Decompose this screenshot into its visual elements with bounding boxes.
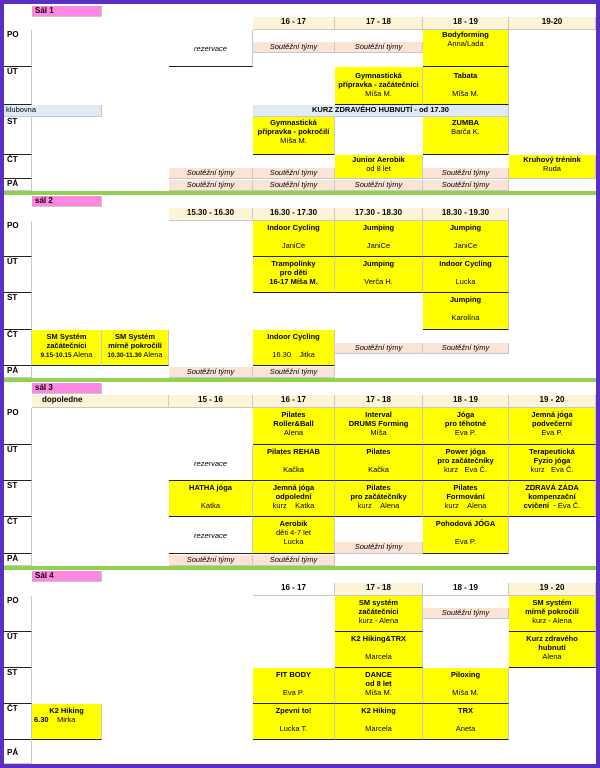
class-instructor: Mirka [56,715,76,724]
class-cell [335,221,423,257]
time-header: 19 - 20 [509,395,596,408]
class-instructor: JaniCe [281,241,306,250]
class-instructor: Karolína [451,313,480,322]
class-title: SM systém [532,598,572,607]
class-cell [32,704,102,740]
class-title: HATHA jóga [189,483,232,492]
class-title: SM Systém [114,332,156,341]
reservation-text: rezervace [169,445,253,481]
time-header: 18.30 - 19.30 [423,208,509,221]
class-cell [253,445,335,481]
class-title: Jumping [362,259,395,268]
class-cell [253,117,335,155]
day-label: ÚT [4,67,32,105]
time-header: 17 - 18 [335,583,423,596]
section-separator [4,191,596,195]
class-cell [335,257,423,293]
class-cell [335,596,423,632]
day-label: ST [4,668,32,704]
class-cell [32,330,102,366]
day-label: ST [4,117,32,155]
class-cell: Soutěžní týmy [423,180,509,191]
reservation-text: rezervace [169,517,253,554]
hall-label: sál 3 [32,383,102,394]
day-label: PÁ [4,740,32,764]
class-title: podvečerní [531,419,572,428]
class-title: Power jóga [445,447,486,456]
class-cell [509,155,596,179]
class-instructor: Kačka [368,465,389,474]
class-instructor: Katka [200,501,221,510]
class-time: 6.30 [34,715,49,724]
time-header: 18 - 19 [423,17,509,30]
class-instructor: Míša M. [365,89,392,98]
day-label: ČT [4,517,32,554]
class-instructor: Alena [542,652,562,661]
class-title: Jumping [362,223,395,232]
class-title: pro těhotné [444,419,487,428]
hall-label: Sál 4 [32,571,102,582]
class-instructor: 16-17 Míša M. [269,277,318,286]
time-header: 17 - 18 [335,395,423,408]
class-cell [253,408,335,445]
class-time: 10.30-11.30 [107,352,142,359]
class-title: Gymnastická [270,118,317,127]
class-title: Pilates [366,447,391,456]
class-instructor: Jitka [299,350,315,359]
class-title: hubnutí [538,643,566,652]
class-cell: Soutěžní týmy [335,180,423,191]
day-label: ČT [4,330,32,366]
class-title: Roller&Ball [273,419,314,428]
time-header: 16 - 17 [253,17,335,30]
class-cell: Soutěžní týmy [423,343,509,354]
day-label: PO [4,408,32,445]
class-cell: Soutěžní týmy [253,367,335,378]
class-instructor: Marcela [365,652,392,661]
class-cell: Soutěžní týmy [169,180,253,191]
hall-label: sál 2 [32,196,102,207]
class-cell [335,155,423,179]
class-cell: Soutěžní týmy [335,542,423,554]
class-instructor: Eva P. [454,428,477,437]
class-cell [423,30,509,67]
class-title: SM Systém [46,332,87,341]
class-cell: Soutěžní týmy [253,180,335,191]
course-banner: KURZ ZDRAVÉHO HUBNUTÍ - od 17.30 [253,105,509,117]
class-instructor: Verča H. [364,277,393,286]
class-cell [509,596,596,632]
class-title: Trampolínky [271,259,316,268]
class-title: Aerobik [279,519,308,528]
time-header: 19-20 [509,17,596,30]
class-cell [423,408,509,445]
section-separator [4,378,596,382]
day-label: ÚT [4,257,32,293]
class-title: Junior Aerobik [352,155,405,164]
class-cell: Soutěžní týmy [335,42,423,53]
class-time: 16.30 [272,350,291,359]
class-instructor: Míša M. [452,688,479,697]
class-instructor: Aneta [455,724,476,733]
class-title: Jemná jóga [272,483,315,492]
class-instructor: Lucka T. [279,724,308,733]
class-title: začátečníci [46,341,87,350]
class-instructor: JaniCe [453,241,478,250]
class-title: kompenzační [528,492,576,501]
class-cell [423,117,509,155]
class-instructor: Alena [73,350,93,359]
day-label: PÁ [4,366,32,378]
class-title: Tabata [453,71,478,80]
class-title: cvičení [523,501,550,510]
class-title: Jumping [449,295,482,304]
class-title: pro děti [279,268,308,277]
class-title: Bodyforming [442,30,489,39]
class-title: Jóga [456,410,475,419]
class-title: K2 Hiking&TRX [350,634,406,643]
class-title: Jemná jóga [531,410,573,419]
class-cell [335,408,423,445]
class-title: pro začátečníky [437,456,494,465]
class-cell [423,517,509,554]
class-cell [253,704,335,740]
class-cell [423,668,509,704]
class-title: Pohodová JÓGA [435,519,496,528]
class-title: mírně pokročilí [108,341,162,350]
day-label: ÚT [4,445,32,481]
class-title: DRUMS Forming [348,419,409,428]
class-title: Jumping [449,223,482,232]
class-title: Pilates [366,483,391,492]
class-instructor: Barča K. [451,127,480,136]
class-type: kurz [444,465,459,474]
time-header: 16.30 - 17.30 [253,208,335,221]
class-cell: Soutěžní týmy [253,168,335,179]
class-cell [423,293,509,330]
time-header: 17.30 - 18.30 [335,208,423,221]
class-instructor: od 8 let [366,164,391,173]
class-instructor: Marcela [365,724,392,733]
class-cell: Soutěžní týmy [169,168,253,179]
class-title: přípravka - pokročilí [257,127,330,136]
class-title: Fyzio jóga [533,456,571,465]
reservation-text: rezervace [169,30,253,67]
class-instructor: kurz - Alena [532,616,572,625]
class-title: pro začátečníky [350,492,407,501]
class-instructor: Eva Č. [550,465,574,474]
class-title: odpolední [275,492,312,501]
class-cell [335,632,423,668]
day-label: ÚT [4,632,32,668]
class-cell [335,445,423,481]
class-title: Kruhový trénink [523,155,581,164]
day-label: PÁ [4,554,32,566]
class-title: K2 Hiking [361,706,396,715]
class-instructor: Alena [380,501,400,510]
class-title: Indoor Cycling [267,332,320,341]
class-cell [423,481,509,517]
class-cell [253,330,335,366]
class-title: Zpevni to! [275,706,312,715]
class-instructor: Eva Č. [464,465,487,474]
time-header: 16 - 17 [253,395,335,408]
class-cell [253,517,335,554]
class-instructor: Lucka [283,537,304,546]
class-cell [335,481,423,517]
class-cell: Soutěžní týmy [335,343,423,354]
class-title: FIT BODY [276,670,311,679]
class-title: Gymnastická [355,71,402,80]
class-type: kurz [357,501,372,510]
class-title: Pilates [453,483,478,492]
class-type: kurz [530,465,545,474]
class-subtitle: děti 4-7 let [275,528,312,537]
class-time: 9.15-10.15 [40,352,72,359]
class-instructor: Míša M. [280,136,307,145]
class-instructor: Alena [283,428,304,437]
class-instructor: kurz - Alena [358,616,399,625]
class-cell [169,481,253,517]
day-label: ČT [4,155,32,179]
class-title: ZUMBA [451,118,480,127]
class-instructor: Eva P. [454,537,477,546]
class-title: Formování [446,492,485,501]
class-instructor: Ruda [543,164,561,173]
class-cell [253,668,335,704]
day-label: PO [4,221,32,257]
class-instructor: Lucka [455,277,476,286]
class-title: Indoor Cycling [439,259,492,268]
class-title: Terapeutická [529,447,575,456]
class-cell: Soutěžní týmy [253,555,335,566]
class-type: kurz [272,501,287,510]
day-label: PÁ [4,179,32,191]
class-cell [253,221,335,257]
class-cell [335,67,423,105]
class-cell [253,481,335,517]
class-title: Piloxing [450,670,481,679]
class-cell [509,632,596,668]
class-instructor: Alena [467,501,487,510]
class-title: ZDRAVÁ ZÁDA [525,483,579,492]
class-instructor: Míša M. [365,688,392,697]
day-label: PO [4,30,32,67]
class-instructor: Kačka [283,465,304,474]
class-type: kurz [444,501,459,510]
day-label: PO [4,596,32,632]
class-cell [423,704,509,740]
class-instructor: Katka [295,501,315,510]
time-header: 15.30 - 16.30 [169,208,253,221]
class-instructor: Míša [370,428,387,437]
class-cell: Soutěžní týmy [253,42,335,53]
class-cell [253,257,335,293]
class-title: Indoor Cycling [267,223,320,232]
class-instructor: - Eva Č. [553,501,581,510]
class-instructor: Eva P. [282,688,305,697]
class-instructor: Anna/Lada [447,39,484,48]
room-label: klubovna [4,105,102,117]
schedule-sheet [4,4,596,764]
class-cell [509,481,596,517]
class-cell [335,704,423,740]
class-title: Kurz zdravého [526,634,578,643]
class-title: SM systém [358,598,399,607]
time-header: 15 - 16 [169,395,253,408]
class-cell [335,668,423,704]
day-label: ČT [4,704,32,740]
time-header: 19 - 20 [509,583,596,596]
class-cell: Soutěžní týmy [423,608,509,619]
day-label: ST [4,293,32,330]
class-cell [509,408,596,445]
class-cell [509,445,596,481]
class-instructor: Míša M. [452,89,479,98]
class-title: přípravka - začátečníci [338,80,419,89]
day-label: ST [4,481,32,517]
class-cell [423,221,509,257]
class-instructor: JaniCe [366,241,391,250]
class-cell [423,67,509,105]
class-cell: Soutěžní týmy [169,555,253,566]
class-title: TRX [458,706,473,715]
time-header: 16 - 17 [253,583,335,596]
class-instructor: Eva P. [541,428,563,437]
class-cell [102,330,169,366]
section-separator [4,566,596,570]
time-header: 18 - 19 [423,583,509,596]
class-title: od 8 let [365,679,392,688]
time-header: dopoledne [32,395,169,408]
class-title: Pilates [281,410,306,419]
time-header: 18 - 19 [423,395,509,408]
class-title: K2 Hiking [49,706,84,715]
class-cell [423,257,509,293]
class-title: DANCE [365,670,392,679]
class-title: mírně pokročilí [525,607,579,616]
time-header: 17 - 18 [335,17,423,30]
class-cell: Soutěžní týmy [423,168,509,179]
class-title: Interval [365,410,392,419]
hall-label: Sál 1 [32,6,102,17]
class-cell: Soutěžní týmy [169,367,253,378]
class-cell [423,445,509,481]
class-title: Pilates REHAB [267,447,320,456]
class-title: začátečníci [358,607,399,616]
class-instructor: Alena [143,350,163,359]
